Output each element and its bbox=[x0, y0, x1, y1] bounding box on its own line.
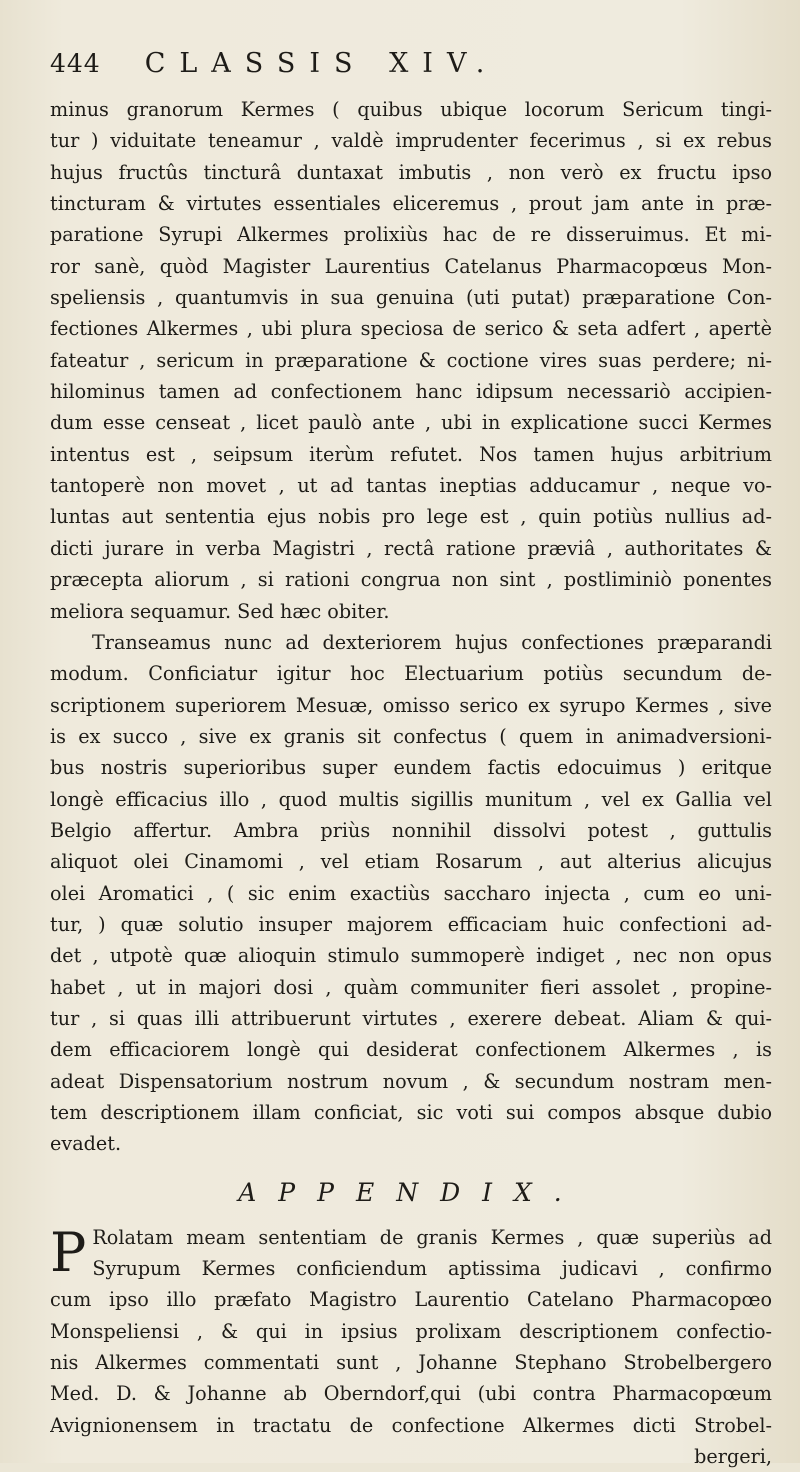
text-line: fectiones Alkermes , ubi plura speciosa de serico & seta adfert , apertè bbox=[50, 317, 772, 341]
text-line: cum ipso illo præfato Magistro Laurentio Catelano Pharmacopœo bbox=[50, 1288, 772, 1312]
text-line: paratione Syrupi Alkermes prolixiùs hac de re disseruimus. Et mi- bbox=[50, 223, 772, 247]
page-number: 444 bbox=[50, 49, 101, 78]
text-line: bus nostris superioribus super eundem factis edocuimus ) eritque bbox=[50, 756, 772, 780]
text-line: dem efficaciorem longè qui desiderat confectionem Alkermes , is bbox=[50, 1038, 772, 1062]
text-line: habet , ut in majori dosi , quàm communiter fieri assolet , propine- bbox=[50, 975, 772, 999]
text-line: det , utpotè quæ alioquin stimulo summoperè indiget , nec non opus bbox=[50, 944, 772, 968]
text-line: Belgio affertur. Ambra priùs nonnihil dissolvi potest , guttulis bbox=[50, 818, 772, 842]
main-text bbox=[50, 94, 772, 1160]
text-line: tincturam & virtutes essentiales eliceremus , prout jam ante in præ- bbox=[50, 192, 772, 216]
text-line: meliora sequamur. Sed hæc obiter. bbox=[50, 599, 390, 623]
text-line: Med. D. & Johanne ab Oberndorf,qui (ubi contra Pharmacopœum bbox=[50, 1382, 772, 1406]
text-line: Avignionensem in tractatu de confectione Alkermes dicti Strobel- bbox=[50, 1413, 772, 1437]
text-line: hujus fructûs tincturâ duntaxat imbutis , non verò ex fructu ipso bbox=[50, 160, 772, 184]
text-line: tur ) viduitate teneamur , valdè imprudenter fecerimus , si ex rebus bbox=[50, 129, 772, 153]
text-line: tantoperè non movet , ut ad tantas ineptias adducamur , neque vo- bbox=[50, 474, 772, 498]
text-line: ror sanè, quòd Magister Laurentius Catelanus Pharmacopœus Mon- bbox=[50, 254, 772, 278]
text-line: speliensis , quantumvis in sua genuina (uti putat) præparatione Con- bbox=[50, 286, 772, 310]
text-line: bergeri, bbox=[694, 1445, 772, 1469]
running-head: CLASSIS XIV. bbox=[144, 48, 499, 79]
text-line: tur, ) quæ solutio insuper majorem efficaciam huic confectioni ad- bbox=[50, 912, 772, 936]
text-line: Monspeliensi , & qui in ipsius prolixam descriptionem confectio- bbox=[50, 1319, 772, 1343]
text-line: olei Aromatici , ( sic enim exactiùs saccharo injecta , cum eo uni- bbox=[50, 881, 772, 905]
text-line: scriptionem superiorem Mesuæ, omisso serico ex syrupo Kermes , sive bbox=[50, 693, 772, 717]
text-line: tem descriptionem illam conficiat, sic voti sui compos absque dubio bbox=[50, 1101, 772, 1124]
text-line: is ex succo , sive ex granis sit confectus ( quem in animadversioni- bbox=[50, 724, 772, 748]
text-line: hilominus tamen ad confectionem hanc idipsum necessariò accipien- bbox=[50, 380, 772, 404]
text-line: fateatur , sericum in præparatione & coctione vires suas perdere; ni- bbox=[50, 348, 772, 372]
text-line: dicti jurare in verba Magistri , rectâ ratione præviâ , authoritates & bbox=[50, 536, 772, 560]
appendix-text bbox=[50, 1222, 772, 1472]
text-line: Syrupum Kermes conficiendum aptissima judicavi , confirmo bbox=[92, 1257, 772, 1281]
text-line: evadet. bbox=[50, 1132, 122, 1156]
page-header bbox=[50, 48, 772, 92]
text-line: intentus est , seipsum iterùm refutet. Nos tamen hujus arbitrium bbox=[50, 442, 772, 466]
drop-cap: P bbox=[50, 1220, 87, 1284]
text-line: minus granorum Kermes ( quibus ubique locorum Sericum tingi- bbox=[50, 98, 772, 121]
text-line: longè efficacius illo , quod multis sigillis munitum , vel ex Gallia vel bbox=[50, 787, 772, 811]
text-line: dum esse censeat , licet paulò ante , ubi in explicatione succi Kermes bbox=[50, 411, 772, 435]
appendix-heading: APPENDIX. bbox=[238, 1177, 584, 1207]
text-line: Rolatam meam sententiam de granis Kermes , quæ superiùs ad bbox=[92, 1225, 772, 1249]
text-line: præcepta aliorum , si rationi congrua non sint , postliminiò ponentes bbox=[50, 568, 772, 592]
text-line: aliquot olei Cinamomi , vel etiam Rosarum , aut alterius alicujus bbox=[50, 850, 772, 874]
text-line: modum. Conficiatur igitur hoc Electuarium potiùs secundum de- bbox=[50, 662, 772, 686]
text-line: nis Alkermes commentati sunt , Johanne Stephano Strobelbergero bbox=[50, 1351, 772, 1375]
text-line: tur , si quas illi attribuerunt virtutes , exerere debeat. Aliam & qui- bbox=[50, 1006, 772, 1030]
text-line: Transeamus nunc ad dexteriorem hujus confectiones præparandi bbox=[92, 630, 772, 654]
text-line: luntas aut sententia ejus nobis pro lege est , quin potiùs nullius ad- bbox=[50, 505, 772, 529]
text-line: adeat Dispensatorium nostrum novum , & secundum nostram men- bbox=[50, 1069, 772, 1093]
